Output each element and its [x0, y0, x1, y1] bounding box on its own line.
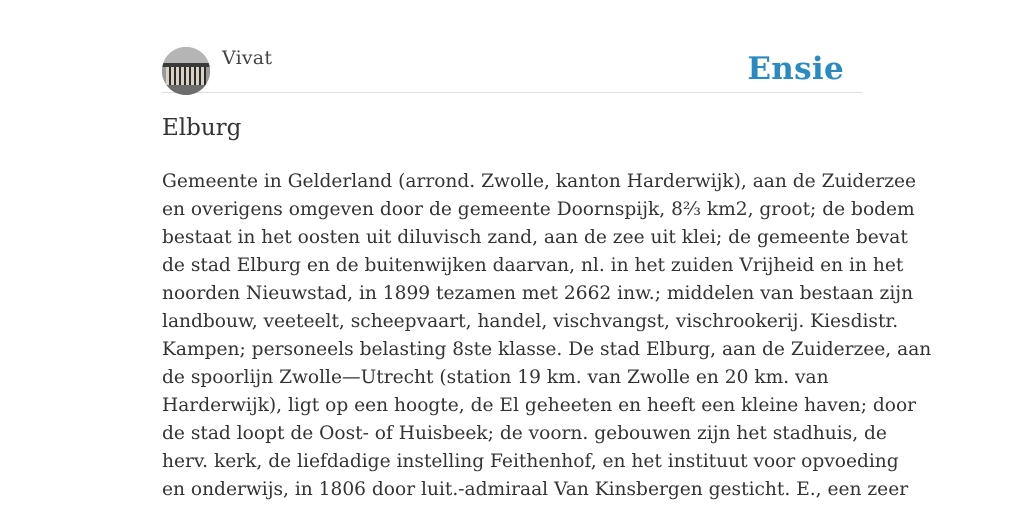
body-line: landbouw, veeteelt, scheepvaart, handel, vischvangst, vischrookerij. Kiesdistr. [162, 311, 899, 332]
body-line: herv. kerk, de liefdadige instelling Feithenhof, en het instituut voor opvoeding [162, 451, 899, 472]
body-line: de stad loopt de Oost- of Huisbeek; de voorn. gebouwen zijn het stadhuis, de [162, 423, 887, 444]
body-line: de spoorlijn Zwolle—Utrecht (station 19 km. van Zwolle en 20 km. van [162, 367, 829, 388]
article-body [162, 168, 932, 504]
body-line: noorden Nieuwstad, in 1899 tezamen met 2662 inw.; middelen van bestaan zijn [162, 283, 914, 304]
body-line: en onderwijs, in 1806 door luit.-admiraal Van Kinsbergen gesticht. E., een zeer [162, 479, 909, 500]
header [162, 46, 862, 93]
brand-logo[interactable]: Ensie [747, 51, 844, 87]
body-line: Gemeente in Gelderland (arrond. Zwolle, kanton Harderwijk), aan de Zuiderzee [162, 171, 917, 192]
body-line: Kampen; personeels belasting 8ste klasse. De stad Elburg, aan de Zuiderzee, aan [162, 339, 932, 360]
body-line: bestaat in het oosten uit diluvisch zand, aan de zee uit klei; de gemeente bevat [162, 227, 908, 248]
author-name[interactable]: Vivat [222, 47, 273, 69]
page-title: Elburg [162, 115, 242, 141]
columns-photo-icon [162, 47, 210, 95]
body-line: de stad Elburg en de buitenwijken daarvan, nl. in het zuiden Vrijheid en in het [162, 255, 904, 276]
author-avatar[interactable] [162, 47, 210, 95]
body-line: Harderwijk), ligt op een hoogte, de El geheeten en heeft een kleine haven; door [162, 395, 917, 416]
body-line: en overigens omgeven door de gemeente Doornspijk, 8²⁄₃ km2, groot; de bodem [162, 199, 915, 220]
